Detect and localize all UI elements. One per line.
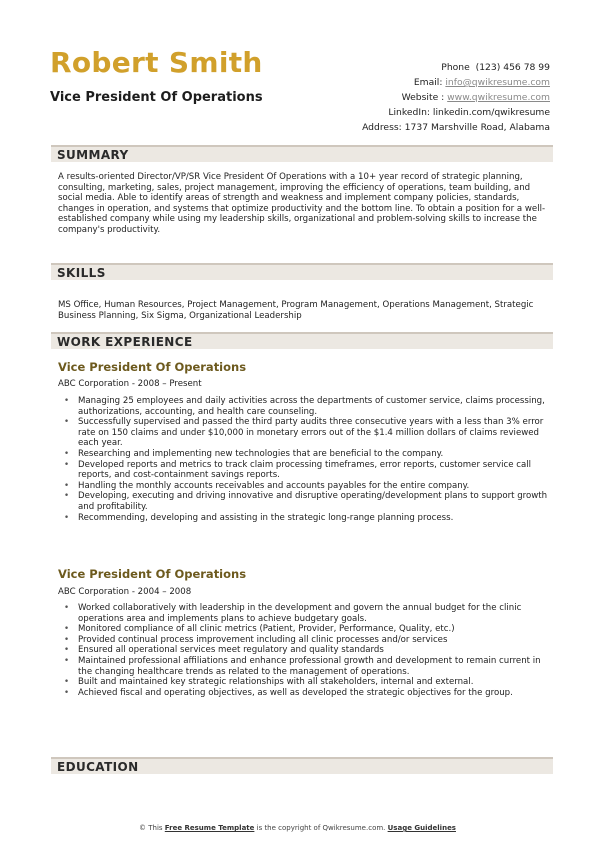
page-footer: © This Free Resume Template is the copyright of Qwikresume.com. Usage Guidelines <box>139 824 456 832</box>
skills-heading: SKILLS <box>57 266 106 280</box>
summary-section-header <box>51 145 553 162</box>
summary-text: A results-oriented Director/VP/SR Vice President Of Operations with a 10+ year record of strategic planning, consulting, marketing, sales, project management, improving the efficiency of operations, team building, and social media. Able to identify areas of strength and weakness and implement company policies, standards, changes in operation, and systems that optimize productivity and the bottom line. To obtain a position for a well-established company while using my leadership skills, organizational and problem-solving skills to increase the company's productivity. <box>58 172 546 235</box>
list-item: • Successfully supervised and passed the third party audits three consecutive years with a less than 3% error rate on 150 claims and under $10,000 in monetary errors out of the $1.4 million dollars of claims reviewed each year. <box>64 417 552 449</box>
list-item: • Researching and implementing new technologies that are beneficial to the company. <box>64 449 552 460</box>
usage-guidelines-link[interactable]: Usage Guidelines <box>387 824 456 832</box>
job-2-company: ABC Corporation - 2004 – 2008 <box>58 587 192 597</box>
job-2-bullets <box>64 603 552 698</box>
education-section-header <box>51 757 553 774</box>
address-value: 1737 Marshville Road, Alabama <box>404 122 550 133</box>
email-link[interactable]: info@qwikresume.com <box>445 77 550 88</box>
contact-block <box>362 60 550 135</box>
list-item: • Recommending, developing and assisting in the strategic long-range planning process. <box>64 513 552 524</box>
list-item: • Built and maintained key strategic relationships with all stakeholders, internal and external. <box>64 677 552 688</box>
job-2-title: Vice President Of Operations <box>58 567 247 581</box>
free-resume-template-link[interactable]: Free Resume Template <box>164 824 255 832</box>
education-heading: EDUCATION <box>57 760 139 774</box>
phone-value: (123) 456 78 99 <box>475 62 550 73</box>
list-item: • Developing, executing and driving innovative and disruptive operating/development plans to support growth and profitability. <box>64 491 552 512</box>
contact-phone: Phone (123) 456 78 99 <box>441 62 550 73</box>
list-item: • Worked collaboratively with leadership in the development and govern the annual budget for the clinic operations area and implements plans to achieve budgetary goals. <box>64 603 552 624</box>
contact-website: Website : www.qwikresume.com <box>401 92 550 103</box>
list-item: • Maintained professional affiliations and enhance professional growth and development to remain current in the changing healthcare trends as related to the management of operations. <box>64 656 552 677</box>
job-1-bullets <box>64 396 552 523</box>
job-1-company: ABC Corporation - 2008 – Present <box>58 379 202 389</box>
list-item: • Ensured all operational services meet regulatory and quality standards <box>64 645 552 656</box>
contact-linkedin: LinkedIn: linkedin.com/qwikresume <box>388 107 550 118</box>
skills-section-header <box>51 263 553 280</box>
linkedin-value: linkedin.com/qwikresume <box>432 107 550 118</box>
website-link[interactable]: www.qwikresume.com <box>447 92 550 103</box>
list-item: • Managing 25 employees and daily activities across the departments of customer service, claims processing, authorizations, accounting, and health care counseling. <box>64 396 552 417</box>
candidate-title: Vice President Of Operations <box>50 90 263 105</box>
candidate-name: Robert Smith <box>50 46 263 79</box>
list-item: • Handling the monthly accounts receivables and accounts payables for the entire company. <box>64 481 552 492</box>
experience-section-header <box>51 332 553 349</box>
list-item: • Achieved fiscal and operating objectives, as well as developed the strategic objectives for the group. <box>64 688 552 699</box>
skills-text: MS Office, Human Resources, Project Management, Program Management, Operations Management, Strategic Business Planning, Six Sigma, Organizational Leadership <box>58 300 534 321</box>
contact-address: Address: 1737 Marshville Road, Alabama <box>362 122 550 133</box>
list-item: • Developed reports and metrics to track claim processing timeframes, error reports, customer service call reports, and cost-containment savings reports. <box>64 460 552 481</box>
job-1-title: Vice President Of Operations <box>58 360 247 374</box>
list-item: • Provided continual process improvement including all clinic processes and/or services <box>64 635 552 646</box>
summary-heading: SUMMARY <box>57 148 129 162</box>
contact-email: Email: info@qwikresume.com <box>413 77 550 88</box>
list-item: • Monitored compliance of all clinic metrics (Patient, Provider, Performance, Quality, etc.) <box>64 624 552 635</box>
experience-heading: WORK EXPERIENCE <box>57 335 193 349</box>
